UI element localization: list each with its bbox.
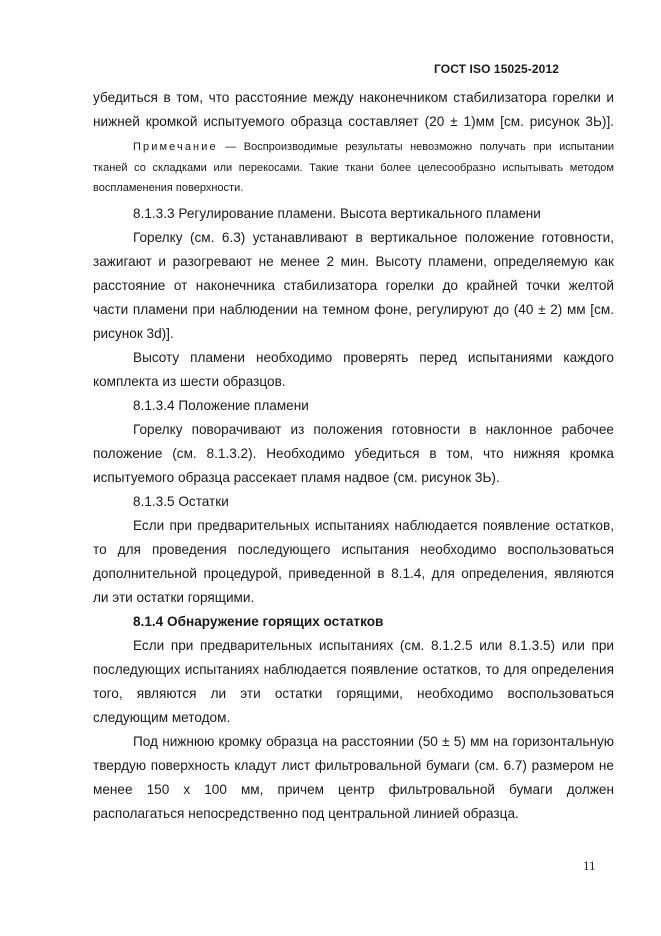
paragraph-continuation: убедиться в том, что расстояние между наконечником стабилизатора горелки и нижней кромкой испытуемого образца составляет (20 ± 1)мм [см. рисунок 3Ь)].	[93, 90, 614, 129]
paragraph-burning-residues: Если при предварительных испытаниях (см. 8.1.2.5 или 8.1.3.5) или при последующих испытаниях наблюдается появление остатков, то для определения того, являются ли эти остатки горящими, необходимо воспользоваться следующим методом.	[93, 637, 614, 725]
paragraph-residues: Если при предварительных испытаниях наблюдается появление остатков, то для проведения последующего испытания необходимо воспользоваться дополнительной процедурой, приведенной в 8.1.4, для определения, являются ли эти остатки горящими.	[93, 517, 614, 605]
page-number: 11	[583, 858, 596, 873]
section-heading-8-1-3-3: 8.1.3.3 Регулирование пламени. Высота вертикального пламени	[133, 205, 541, 221]
paragraph-flame-adjustment: Горелку (см. 6.3) устанавливают в вертикальное положение готовности, зажигают и разогревают не менее 2 мин. Высоту пламени, определяемую как расстояние от наконечника стабилизатора горелки до крайней точки желтой части пламени при наблюдении на темном фоне, регулируют до (40 ± 2) мм [см. рисунок 3d)].	[93, 229, 614, 341]
paragraph-filter-paper: Под нижнюю кромку образца на расстоянии (50 ± 5) мм на горизонтальную твердую поверхность кладут лист фильтровальной бумаги (см. 6.7) размером не менее 150 х 100 мм, причем центр фильтровальной бумаги должен располагаться непосредственно под центральной линией образца.	[93, 733, 614, 821]
note-text: — Воспроизводимые результаты невозможно получать при испытании тканей со складками или перекосами. Такие ткани более целесообразно испытывать методом воспламенения поверхности.	[93, 141, 615, 194]
section-heading-8-1-4: 8.1.4 Обнаружение горящих остатков	[133, 613, 384, 629]
note-block	[93, 137, 614, 199]
section-heading-8-1-3-4: 8.1.3.4 Положение пламени	[133, 397, 309, 413]
paragraph-flame-position: Горелку поворачивают из положения готовности в наклонное рабочее положение (см. 8.1.3.2). Необходимо убедиться в том, что нижняя кромка испытуемого образца рассекает пламя надвое (см. рисунок 3Ь).	[93, 421, 614, 485]
paragraph-flame-height-check: Высоту пламени необходимо проверять перед испытаниями каждого комплекта из шести образцов.	[93, 349, 614, 389]
document-body	[93, 86, 614, 826]
standard-header: ГОСТ ISO 15025-2012	[434, 62, 559, 76]
section-heading-8-1-3-5: 8.1.3.5 Остатки	[133, 493, 229, 509]
note-label: Примечание	[133, 141, 218, 153]
